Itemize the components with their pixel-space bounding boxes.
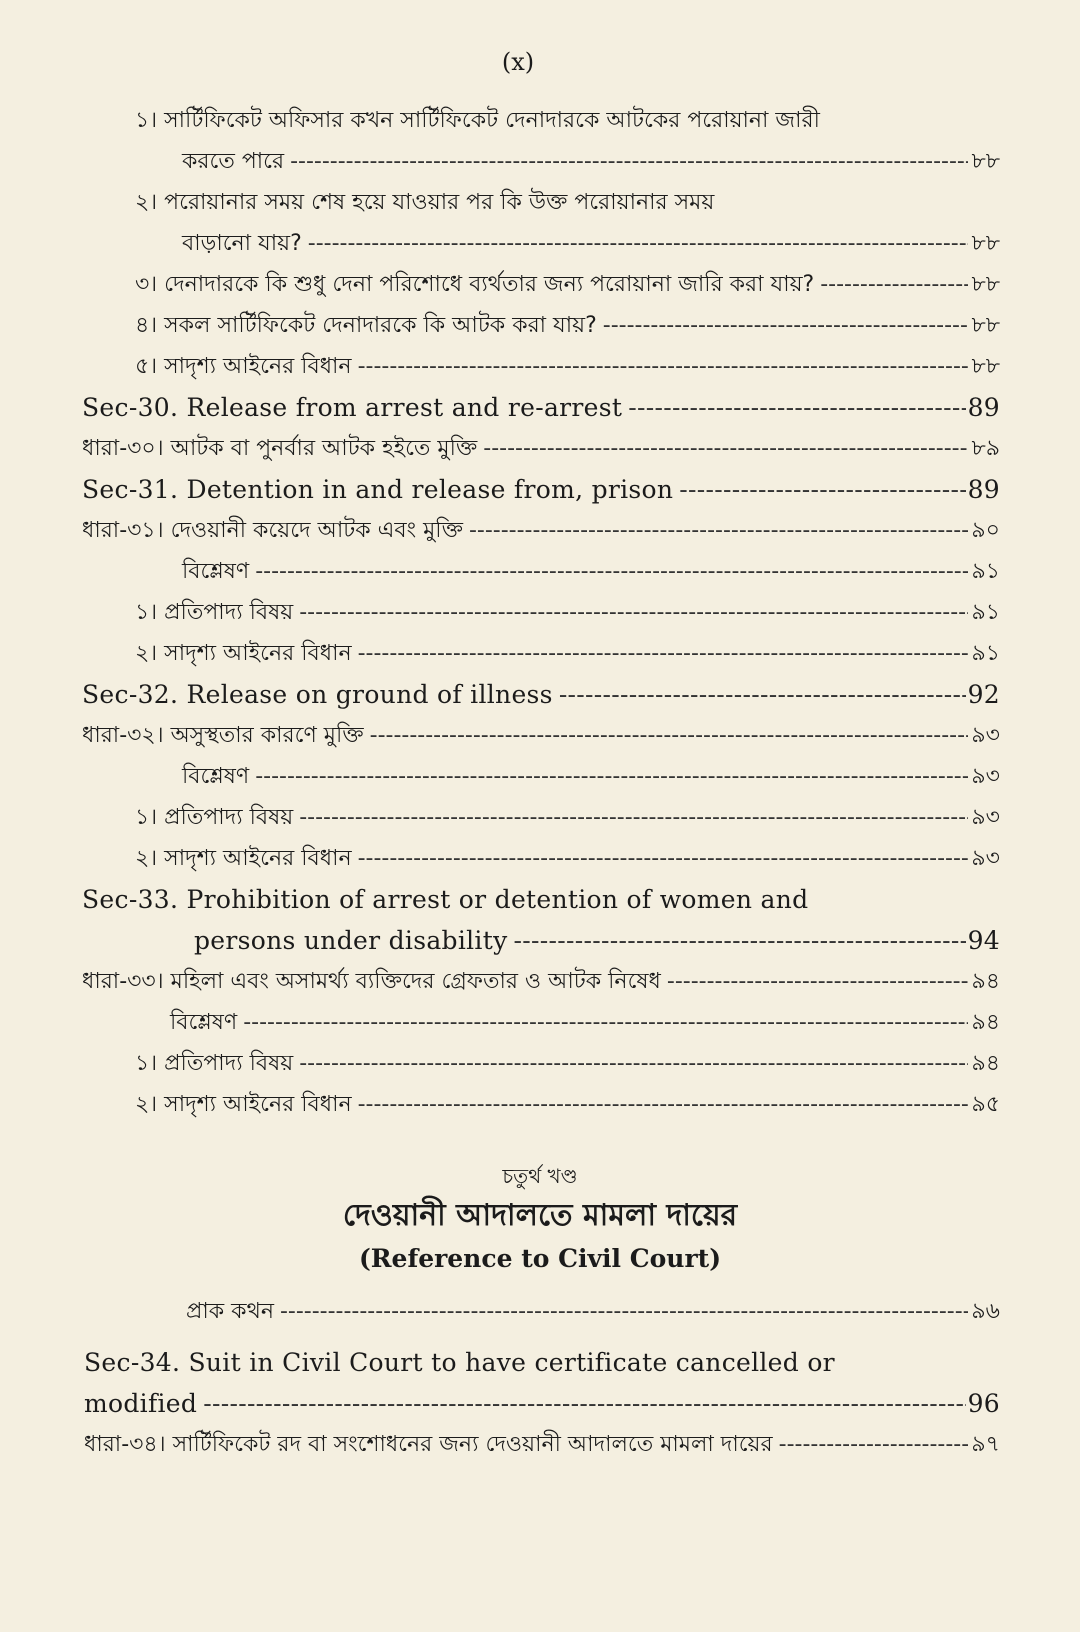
toc-entry-title: ১। প্রতিপাদ্য বিষয় bbox=[135, 805, 294, 830]
toc-section-entry bbox=[82, 469, 1000, 510]
toc-page-number: ৯৩ bbox=[971, 723, 1000, 748]
section-title: Sec-31. Detention in and release from, prison bbox=[82, 475, 674, 504]
dotted-leader bbox=[820, 264, 968, 305]
toc-entry-title: ৫। সাদৃশ্য আইনের বিধান bbox=[135, 354, 352, 379]
toc-entry-first-line: ২। পরোয়ানার সময় শেষ হয়ে যাওয়ার পর কি উক্ত পরোয়ানার সময় bbox=[135, 190, 715, 215]
dotted-leader bbox=[483, 428, 968, 469]
toc-dhara-entry bbox=[84, 1424, 1000, 1465]
toc-page-number: 94 bbox=[967, 926, 1000, 955]
toc-entry bbox=[135, 838, 1000, 879]
toc-page-number: ৯৩ bbox=[971, 846, 1000, 871]
part-heading bbox=[0, 1159, 1080, 1279]
dotted-leader bbox=[308, 223, 968, 264]
toc-page-number: ৯৭ bbox=[971, 1432, 1000, 1457]
toc-page-number: 89 bbox=[967, 475, 1000, 504]
dotted-leader bbox=[280, 1291, 968, 1332]
dotted-leader bbox=[358, 838, 968, 879]
section-title-first-line: Sec-34. Suit in Civil Court to have certificate cancelled or bbox=[84, 1348, 835, 1377]
toc-entry bbox=[135, 797, 1000, 838]
toc-dhara-entry bbox=[82, 428, 1000, 469]
section-title: Sec-30. Release from arrest and re-arrest bbox=[82, 393, 623, 422]
toc-page-number: ৯৪ bbox=[971, 1051, 1000, 1076]
toc-entry bbox=[135, 346, 1000, 387]
dhara-title: ধারা-৩৩। মহিলা এবং অসামর্থ্য ব্যক্তিদের গ্রেফতার ও আটক নিষেধ bbox=[82, 969, 661, 994]
toc-section-entry bbox=[84, 1383, 1000, 1424]
toc-page-number: ৯৪ bbox=[971, 969, 1000, 994]
toc-page-number: ৯৪ bbox=[971, 1010, 1000, 1035]
toc-entry bbox=[182, 756, 1000, 797]
dotted-leader bbox=[255, 756, 968, 797]
toc-entry-title: বিশ্লেষণ bbox=[182, 559, 250, 584]
section-title: modified bbox=[84, 1389, 198, 1418]
toc-dhara-entry bbox=[82, 961, 1000, 1002]
toc-page-number: 89 bbox=[967, 393, 1000, 422]
toc-entry-title: বিশ্লেষণ bbox=[170, 1010, 238, 1035]
toc-page-number: ৯১ bbox=[971, 559, 1000, 584]
section-title: Sec-32. Release on ground of illness bbox=[82, 680, 553, 709]
toc-page-number: ৯৬ bbox=[971, 1299, 1000, 1324]
toc-page-number: ৮৮ bbox=[971, 354, 1000, 379]
toc-entry bbox=[135, 305, 1000, 346]
dotted-leader bbox=[290, 141, 968, 182]
section-title: persons under disability bbox=[194, 926, 508, 955]
toc-entry-first-line: ১। সার্টিফিকেট অফিসার কখন সার্টিফিকেট দেনাদারকে আটকের পরোয়ানা জারী bbox=[135, 108, 820, 133]
page-number: (x) bbox=[501, 48, 535, 76]
toc-page-number: ৯৩ bbox=[971, 764, 1000, 789]
toc-entry-title: ২। সাদৃশ্য আইনের বিধান bbox=[135, 641, 352, 666]
dhara-title: ধারা-৩৪। সার্টিফিকেট রদ বা সংশোধনের জন্য দেওয়ানী আদালতে মামলা দায়ের bbox=[84, 1432, 773, 1457]
dotted-leader bbox=[679, 469, 965, 510]
toc-entry bbox=[135, 1084, 1000, 1125]
dotted-leader bbox=[469, 510, 968, 551]
toc-entry bbox=[182, 223, 1000, 264]
dotted-leader bbox=[559, 674, 966, 715]
dotted-leader bbox=[203, 1383, 965, 1424]
toc-page-number: ৮৮ bbox=[971, 231, 1000, 256]
toc-entry-title: ১। প্রতিপাদ্য বিষয় bbox=[135, 1051, 294, 1076]
dhara-title: ধারা-৩১। দেওয়ানী কয়েদে আটক এবং মুক্তি bbox=[82, 518, 463, 543]
toc-page-number: 92 bbox=[967, 680, 1000, 709]
dotted-leader bbox=[779, 1424, 968, 1465]
toc-entry-title: বাড়ানো যায়? bbox=[182, 231, 302, 256]
toc-entry-title: ১। প্রতিপাদ্য বিষয় bbox=[135, 600, 294, 625]
dotted-leader bbox=[299, 797, 968, 838]
toc-page-number: ৯১ bbox=[971, 600, 1000, 625]
toc-entry-title: করতে পারে bbox=[182, 149, 285, 174]
toc-page-number: ৮৮ bbox=[971, 149, 1000, 174]
dhara-title: ধারা-৩২। অসুস্থতার কারণে মুক্তি bbox=[82, 723, 364, 748]
table-of-contents bbox=[0, 100, 1080, 1465]
toc-entry-title: ২। সাদৃশ্য আইনের বিধান bbox=[135, 846, 352, 871]
dotted-leader bbox=[358, 346, 968, 387]
toc-entry bbox=[182, 551, 1000, 592]
toc-entry-title: ৪। সকল সার্টিফিকেট দেনাদারকে কি আটক করা যায়? bbox=[135, 313, 597, 338]
toc-entry bbox=[186, 1291, 1000, 1332]
dotted-leader bbox=[603, 305, 968, 346]
toc-page-number: ৯০ bbox=[971, 518, 1000, 543]
toc-page-number: ৯৩ bbox=[971, 805, 1000, 830]
toc-page-number: 96 bbox=[967, 1389, 1000, 1418]
section-title-first-line: Sec-33. Prohibition of arrest or detention of women and bbox=[82, 885, 809, 914]
dotted-leader bbox=[299, 1043, 968, 1084]
dotted-leader bbox=[255, 551, 968, 592]
toc-entry bbox=[135, 1043, 1000, 1084]
dotted-leader bbox=[358, 1084, 968, 1125]
part-subtitle: (Reference to Civil Court) bbox=[358, 1244, 722, 1273]
toc-page-number: ৮৮ bbox=[971, 313, 1000, 338]
toc-entry bbox=[170, 1002, 1000, 1043]
toc-entry bbox=[135, 633, 1000, 674]
toc-page-number: ৮৮ bbox=[971, 272, 1000, 297]
toc-section-entry bbox=[82, 387, 1000, 428]
part-label: চতুর্থ খণ্ড bbox=[502, 1164, 578, 1188]
toc-dhara-entry bbox=[82, 510, 1000, 551]
toc-dhara-entry bbox=[82, 715, 1000, 756]
dotted-leader bbox=[299, 592, 968, 633]
toc-page-number: ৯৫ bbox=[971, 1092, 1000, 1117]
dotted-leader bbox=[370, 715, 968, 756]
dotted-leader bbox=[628, 387, 965, 428]
dotted-leader bbox=[514, 920, 966, 961]
toc-entry-title: ২। সাদৃশ্য আইনের বিধান bbox=[135, 1092, 352, 1117]
toc-entry bbox=[135, 264, 1000, 305]
toc-entry-title: ৩। দেনাদারকে কি শুধু দেনা পরিশোধে ব্যর্থতার জন্য পরোয়ানা জারি করা যায়? bbox=[135, 272, 815, 297]
toc-section-entry bbox=[194, 920, 1000, 961]
toc-entry bbox=[135, 592, 1000, 633]
toc-page-number: ৯১ bbox=[971, 641, 1000, 666]
toc-section-entry bbox=[82, 674, 1000, 715]
toc-entry-title: বিশ্লেষণ bbox=[182, 764, 250, 789]
toc-entry-title: প্রাক কথন bbox=[186, 1299, 274, 1324]
part-title: দেওয়ানী আদালতে মামলা দায়ের bbox=[342, 1198, 738, 1233]
dotted-leader bbox=[243, 1002, 968, 1043]
dotted-leader bbox=[667, 961, 968, 1002]
dhara-title: ধারা-৩০। আটক বা পুনর্বার আটক হইতে মুক্তি bbox=[82, 436, 478, 461]
dotted-leader bbox=[358, 633, 968, 674]
toc-entry bbox=[182, 141, 1000, 182]
toc-page-number: ৮৯ bbox=[971, 436, 1000, 461]
